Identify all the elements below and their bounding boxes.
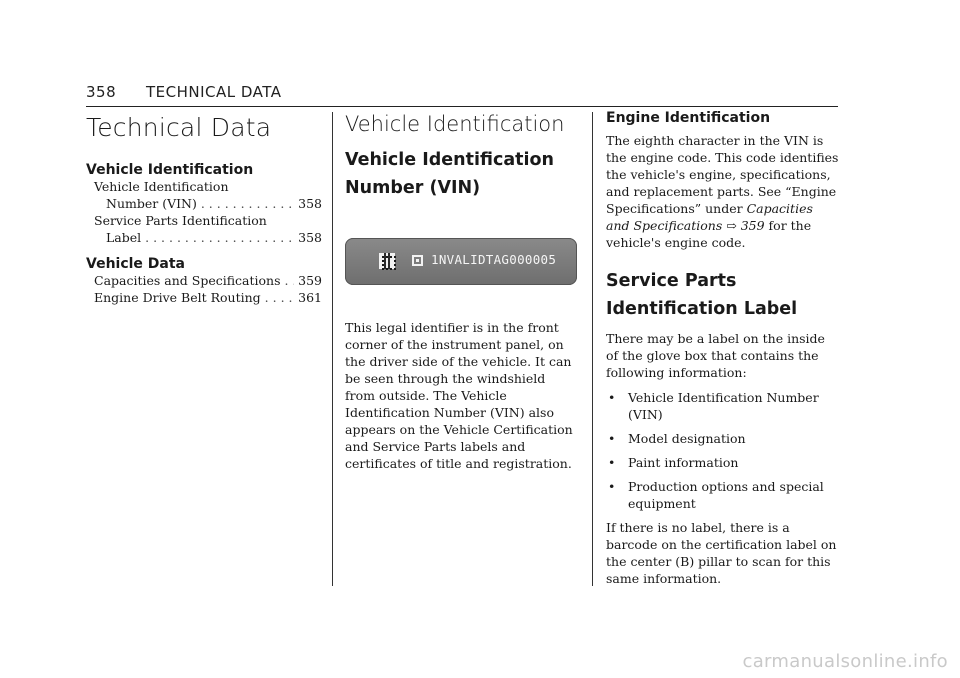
dot-leader (285, 272, 295, 289)
list-item: • Paint information (608, 455, 739, 470)
toc-page: 358 (298, 230, 322, 245)
dot-leader (145, 229, 294, 246)
vin-code: 1NVALIDTAG000005 (431, 252, 557, 267)
watermark: carmanualsonline.info (742, 651, 948, 672)
bullet-icon: • (608, 479, 616, 494)
page-number: 358 (86, 83, 117, 101)
toc-page: 358 (298, 196, 322, 211)
info-list (606, 389, 840, 512)
cross-reference-link[interactable]: Capacities and Specifications (606, 201, 813, 233)
toc-entry-text: Engine Drive Belt Routing (94, 290, 261, 305)
barcode-icon (379, 253, 395, 269)
toc-entry-service-parts[interactable] (94, 212, 322, 246)
engine-id-heading: Engine Identification (606, 110, 771, 126)
toc-entry-line1: Service Parts Identification (94, 213, 267, 228)
toc-entry-belt-routing[interactable] (94, 289, 322, 306)
page-ref-arrow-icon: ⇨ (726, 218, 737, 233)
section-heading: Vehicle Identification (345, 112, 565, 136)
column-divider (332, 112, 333, 586)
chapter-title: Technical Data (86, 113, 272, 142)
dot-leader (201, 195, 294, 212)
service-parts-outro: If there is no label, there is a barcode on the certification label on the center (B) pillar to scan for this same information. (606, 520, 837, 586)
page-header (86, 82, 838, 107)
list-item: • Model designation (608, 431, 746, 446)
dot-leader (265, 289, 294, 306)
vehicle-id-column (345, 110, 579, 472)
toc-entry-line2: Label (106, 230, 142, 245)
toc-entry-line2: Number (VIN) (106, 196, 197, 211)
engine-id-text: The eighth character in the VIN is the engine code. This code identifies the vehicle's engine, specifications, and replacement parts. See “Engine Specifications” under Capacities and Specifications ⇨ 359 for the vehicle's engine code. (606, 133, 839, 250)
toc-page: 361 (298, 290, 322, 305)
cross-reference-page[interactable]: 359 (740, 218, 765, 233)
square-marker-icon (412, 255, 423, 266)
toc-entry-vin[interactable] (94, 178, 322, 212)
service-parts-intro: There may be a label on the inside of the glove box that contains the following information: (606, 331, 825, 380)
bullet-icon: • (608, 431, 616, 446)
vin-description: This legal identifier is in the front corner of the instrument panel, on the driver side of the vehicle. It can be seen through the windshield from outside. The Vehicle Identification Number (VIN) also appears on the Vehicle Certification and Service Parts labels and certificates of title and registration. (345, 320, 573, 471)
toc-entry-text: Capacities and Specifications (94, 273, 281, 288)
toc-column (86, 110, 322, 306)
vin-plate-image (345, 238, 577, 285)
bullet-icon: • (608, 455, 616, 470)
toc-group-heading: Vehicle Data (86, 256, 186, 272)
section-title: TECHNICAL DATA (146, 83, 282, 101)
engine-service-column (606, 110, 840, 587)
toc-page: 359 (298, 273, 322, 288)
column-divider (592, 112, 593, 586)
toc-group-heading: Vehicle Identification (86, 162, 254, 178)
toc-entry-line1: Vehicle Identification (94, 179, 229, 194)
vin-heading: Vehicle Identification Number (VIN) (345, 150, 554, 198)
toc-entry-capacities[interactable] (94, 272, 322, 289)
list-item: • Vehicle Identification Number (VIN) (608, 390, 819, 422)
list-item: • Production options and special equipment (608, 479, 824, 511)
bullet-icon: • (608, 390, 616, 405)
service-parts-heading: Service Parts Identification Label (606, 271, 798, 319)
